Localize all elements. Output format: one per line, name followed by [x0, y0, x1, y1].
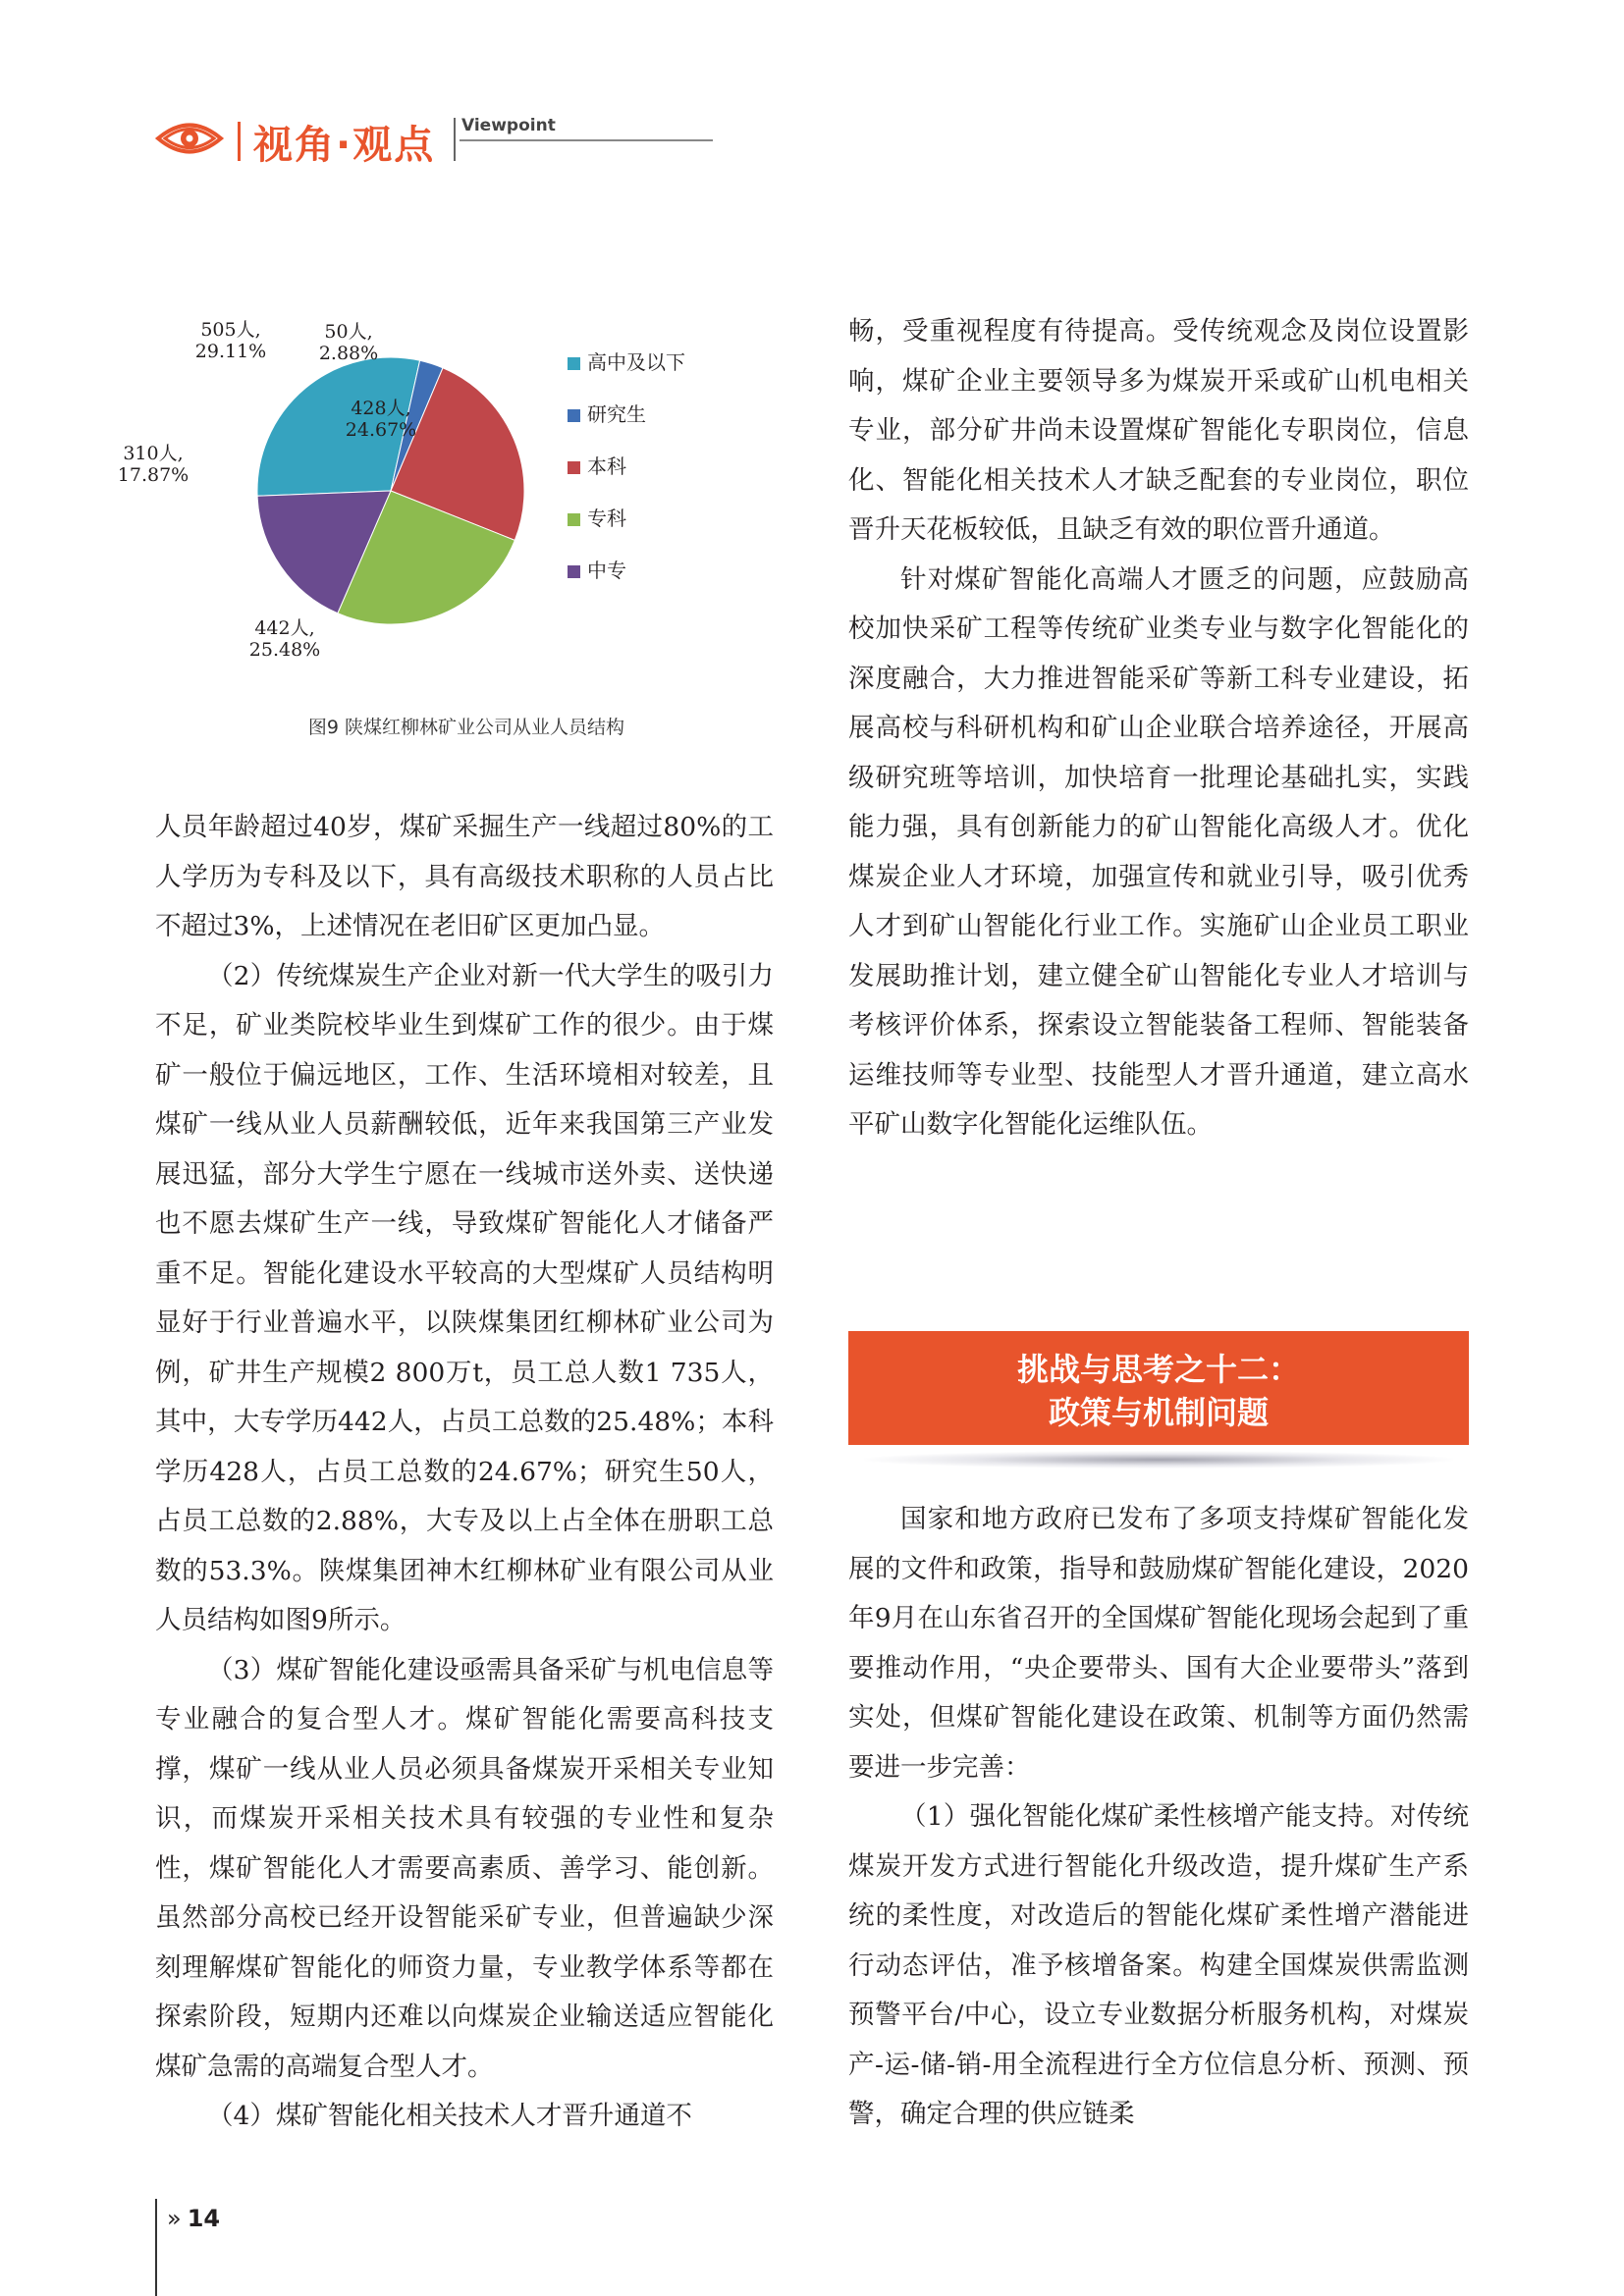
- page-number-value: 14: [187, 2205, 221, 2232]
- section-banner: [848, 1331, 1469, 1445]
- double-chevron-icon: »: [167, 2205, 182, 2232]
- eye-icon: [155, 116, 224, 161]
- paragraph: （3）煤矿智能化建设亟需具备采矿与机电信息等专业融合的复合型人才。煤矿智能化需要高科技支撑，煤矿一线从业人员必须具备煤炭开采相关专业知识，而煤炭开采相关技术具有较强的专业性和复杂性，煤矿智能化人才需要高素质、善学习、能创新。虽然部分高校已经开设智能采矿专业，但普遍缺少深刻理解煤矿智能化的师资力量，专业教学体系等都在探索阶段，短期内还难以向煤炭企业输送适应智能化煤矿急需的高端复合型人才。: [155, 1654, 774, 2082]
- slice-percent-label: 2.88%: [318, 343, 379, 364]
- footer-rule: [155, 2199, 157, 2296]
- figure-caption: 图9 陕煤红柳林矿业公司从业人员结构: [307, 717, 625, 738]
- banner-line-2: 政策与机制问题: [1048, 1394, 1269, 1431]
- page-number: [167, 2205, 220, 2232]
- legend-label: 专科: [587, 507, 626, 530]
- header-divider: [238, 122, 241, 161]
- page-header: [155, 110, 568, 169]
- paragraph: （2）传统煤炭生产企业对新一代大学生的吸引力不足，矿业类院校毕业生到煤矿工作的很少。由于煤矿一般位于偏远地区，工作、生活环境相对较差，且煤矿一线从业人员薪酬较低，近年来我国第三产业发展迅猛，部分大学生宁愿在一线城市送外卖、送快递也不愿去煤矿生产一线，导致煤矿智能化人才储备严重不足。智能化建设水平较高的大型煤矿人员结构明显好于行业普遍水平，以陕煤集团红柳林矿业公司为例，矿井生产规模2 800万t，员工总人数1 735人，其中，大专学历442人，占员工总数的25.48%；本科学历428人，占员工总数的24.67%；研究生50人，占员工总数的2.88%，大专及以上占全体在册职工总数的53.3%。陕煤集团神木红柳林矿业有限公司从业人员结构如图9所示。: [155, 960, 774, 1635]
- slice-count-label: 310人,: [123, 443, 184, 464]
- paragraph: 针对煤矿智能化高端人才匮乏的问题，应鼓励高校加快采矿工程等传统矿业类专业与数字化智能化的深度融合，大力推进智能采矿等新工科专业建设，拓展高校与科研机构和矿山企业联合培养途径，开展高级研究班等培训，加快培育一批理论基础扎实，实践能力强，具有创新能力的矿山智能化高级人才。优化煤炭企业人才环境，加强宣传和就业引导，吸引优秀人才到矿山智能化行业工作。实施矿山企业员工职业发展助推计划，建立健全矿山智能化专业人才培训与考核评价体系，探索设立智能装备工程师、智能装备运维技师等专业型、技能型人才晋升通道，建立高水平矿山数字化智能化运维队伍。: [848, 563, 1469, 1140]
- legend-swatch: [568, 565, 580, 578]
- header-underline: [460, 139, 713, 141]
- legend-label: 本科: [587, 454, 626, 478]
- legend-label: 高中及以下: [587, 350, 685, 374]
- slice-count-label: 505人,: [200, 319, 261, 341]
- legend-swatch: [568, 357, 580, 370]
- slice-count-label: 428人,: [351, 398, 411, 419]
- banner-shadow: [864, 1451, 1453, 1468]
- right-column-top: [848, 307, 1469, 1150]
- slice-percent-label: 24.67%: [345, 419, 417, 441]
- slice-count-label: 442人,: [254, 617, 315, 639]
- pie-chart: [117, 304, 785, 736]
- banner-line-1: 挑战与思考之十二：: [1016, 1351, 1300, 1388]
- slice-percent-label: 17.87%: [117, 464, 189, 486]
- slice-count-label: 50人,: [324, 321, 373, 343]
- paragraph: 人员年龄超过40岁，煤矿采掘生产一线超过80%的工人学历为专科及以下，具有高级技术职称的人员占比不超过3%，上述情况在老旧矿区更加凸显。: [155, 812, 774, 941]
- legend-swatch: [568, 461, 580, 474]
- right-column-bottom: [848, 1495, 1469, 2140]
- section-title: 视角·观点: [253, 123, 436, 168]
- header-divider-2: [454, 118, 456, 161]
- paragraph: （4）煤矿智能化相关技术人才晋升通道不: [207, 2101, 692, 2131]
- left-column: [155, 803, 774, 2142]
- paragraph: 国家和地方政府已发布了多项支持煤矿智能化发展的文件和政策，指导和鼓励煤矿智能化建设，2020年9月在山东省召开的全国煤矿智能化现场会起到了重要推动作用，“央企要带头、国有大企业要带头”落到实处，但煤矿智能化建设在政策、机制等方面仍然需要进一步完善：: [848, 1504, 1469, 1783]
- legend-swatch: [568, 409, 580, 422]
- slice-percent-label: 29.11%: [194, 341, 267, 362]
- section-subtitle: Viewpoint: [461, 116, 556, 135]
- legend-swatch: [568, 513, 580, 526]
- paragraph: （1）强化智能化煤矿柔性核增产能支持。对传统煤炭开发方式进行智能化升级改造，提升煤矿生产系统的柔性度，对改造后的智能化煤矿柔性增产潜能进行动态评估，准予核增备案。构建全国煤炭供需监测预警平台/中心，设立专业数据分析服务机构，对煤炭产-运-储-销-用全流程进行全方位信息分析、预测、预警，确定合理的供应链柔: [848, 1801, 1469, 2129]
- slice-percent-label: 25.48%: [248, 639, 321, 661]
- legend-label: 研究生: [587, 402, 646, 426]
- paragraph: 畅，受重视程度有待提高。受传统观念及岗位设置影响，煤矿企业主要领导多为煤炭开采或矿山机电相关专业，部分矿井尚未设置煤矿智能化专职岗位，信息化、智能化相关技术人才缺乏配套的专业岗位，职位晋升天花板较低，且缺乏有效的职位晋升通道。: [848, 316, 1469, 545]
- legend-label: 中专: [587, 559, 626, 582]
